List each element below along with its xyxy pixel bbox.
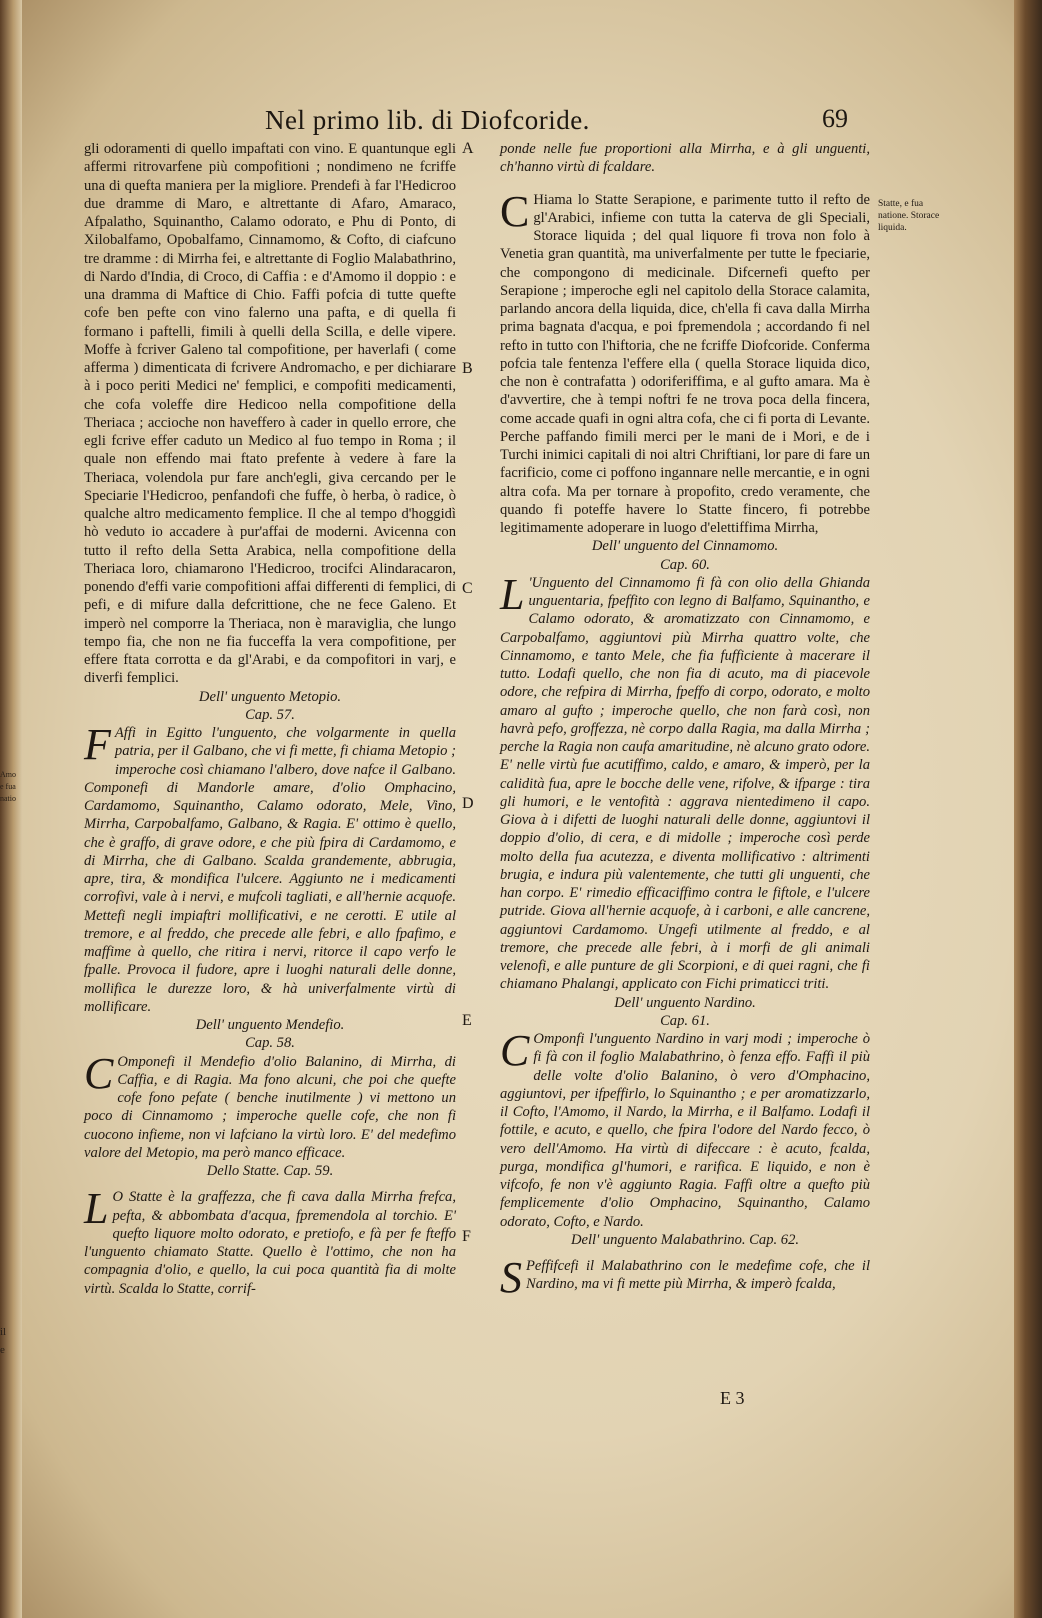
drop-cap: C [84,1048,114,1098]
left-margin-note: natio [0,794,16,803]
paragraph: S Peffifcefi il Malabathrino con le medefime cofe, che il Nardino, ma vi fi mette più Mirrha, & imperò fcalda, [500,1253,870,1302]
left-margin-note: il [0,1326,7,1338]
chapter-number: Cap. 61. [660,1012,710,1029]
paragraph: C Omponfi l'unguento Nardino in varj modi ; imperoche ò fi fà con il foglio Malabathrino, ò fenza effo. Faffi il più delle volte d'olio Balanino, ò vero d'Omphacino, aggiuntovi, per ifpeffirlo, lo Squinantho ; e per aromatizzarlo, il Cofto, l'Amomo, il Nardo, la Mirrha, e il Balfamo. Lodafi il fottile, e acuto, e quello, che fpira l'odore del Nardo fecco, ò vero dell'Amomo. Ha virtù di difeccare : è acuto, fcalda, purga, mondifica gl'humori, e rarifica. E liquido, e non è vifcofo, fe non v'è aggiunto Ragia. Faffi oltre a quefto più femplicemente d'olio Omphacino, Squinantho, Calamo odorato, Cofto, e Nardo. [500,1026,870,1230]
running-header: Nel primo lib. di Diofcoride. [265,105,590,135]
margin-letter: E [462,1012,472,1029]
left-column [84,140,456,1298]
page-number: 69 [822,104,848,133]
chapter-heading: Dell' unguento del Cinnamomo. [591,538,779,555]
chapter-heading: Dell' unguento Metopio. [198,688,342,705]
drop-cap: L [84,1184,109,1234]
side-note: Statte, e fua natione. Storace liquida. [878,199,940,233]
paragraph: ponde nelle fue proportioni alla Mirrha, e à gli unguenti, ch'hanno virtù di fcaldare. [500,141,870,176]
margin-letter: B [462,360,473,377]
page-edge [1014,0,1042,1618]
drop-cap: F [84,720,111,769]
chapter-heading: Dell' unguento Nardino. [614,994,756,1011]
left-margin-note: Amo [0,770,16,779]
left-margin-note: e [0,1344,5,1356]
chapter-heading: Dell' unguento Malabathrino. Cap. 62. [570,1231,800,1248]
drop-cap: L [500,569,525,619]
binding-gutter [0,0,22,1618]
drop-cap: C [500,186,530,236]
chapter-heading: Dello Statte. Cap. 59. [206,1163,334,1179]
margin-letter: A [462,140,474,157]
margin-letter: D [462,795,474,812]
paragraph: L O Statte è la graffezza, che fi cava dalla Mirrha frefca, pefta, & abbombata d'acqua, fpremendola al torchio. E' quefto liquore molto odorato, e pretiofo, e fà per fe fteffo l'unguento chiamato Statte. Quello è l'ottimo, che non ha compagnia d'olio, e quello, la cui poca quantità fia di molte virtù. Scalda lo Statte, corrif- [84,1184,456,1297]
drop-cap: C [500,1026,530,1075]
margin-letter: F [462,1228,471,1245]
signature-mark: E 3 [720,1388,745,1408]
paragraph: gli odoramenti di quello impaftati con vino. E quantunque egli affermi ritrovarfene più compofitioni ; nondimeno ne fcriffe una di quefta maniera per la migliore. Prendefi à far l'Hedicroo due dramme di Maro, e altrettante di Afaro, Amaraco, Afpalatho, Squinantho, Calamo odorato, e Phu di Ponto, di Xilobalfamo, Opobalfamo, Cinnamomo, & Cofto, di ciafcuno tre dramme : di Mirrha fei, e altrettante di Foglio Malabathrino, di Nardo d'India, di Croco, di Caffia : e d'Amomo il doppio : e una dramma di Maftice di Chio. Faffi pofcia di tutte quefte cofe ben pefte con vino falerno una pafta, e di quella fi formano i paftelli, fimili à quelli della Scilla, e delle vipere. Moffe à fcriver Galeno tal compofitione, per haverlafi ( come afferma ) dimenticata di fcrivere Andromacho, e per dichiarare à i poco periti Medici ne' femplici, e compofiti medicamenti, che cofa voleffe dire Hedicoo nella compofitione della Theriaca ; accioche non haveffero à cader in quello errore, che egli fcrive effer caduto un Medico al fuo tempo in Roma ; il quale non effendo mai ftato prefente à vedere à fare la Theriaca, volendola pur fare anch'egli, giva cercando per le Speciarie l'Hedicroo, penfandofi che fuffe, ò herba, ò radice, ò qualche altro medicamento femplice. Il che al tempo d'hoggidì hò veduto io accadere à pur'affai de moderni. Avicenna con tutto il refto della Setta Arabica, nella compofitione della Theriaca loro, chiamarono l'Hedicroo, trocifci Alindaracaron, ponendo d'effi varie compofitioni affai differenti di femplici, di pefi, e di mifure dalla defcrittione, che ne fece Galeno. Et imperò nel comporre la Theriaca, non è maraviglia, che lungo tempo fia, che non ne fia fucceffa la vera compofitione, per effere ftata corrotta e da gl'Arabi, e da compofitori in varj, e diverfi femplici. [84,141,456,687]
chapter-number: Cap. 60. [660,556,710,573]
paragraph: C Hiama lo Statte Serapione, e parimente tutto il refto de gl'Arabici, infieme con tutta la caterva de gli Speciali, Storace liquida ; del qual liquore fi trova non folo à Venetia gran quantità, ma univerfalmente per tutte le fpeciarie, che compongono di medicinale. Difcernefi quefto per Serapione ; imperoche egli nel capitolo della Storace calamita, parlando ancora della liquida, dice, ch'ella fi cava dalla Mirrha prima bagnata d'acqua, e poi fpremendola ; accordando fi nel refto in tutto con l'hiftoria, che ne fcriffe Diofcoride. Conferma pofcia tale fentenza l'effere ella ( quella Storace liquida dico, che non è contrafatta ) odoriferiffima, e al gufto amara. Ma è d'avvertire, che à tempi noftri fe ne trova poca della fincera, come accade quafi in ogni altra cofa, che ci fi porta di Levante. Perche paffando fimili merci per le mani de i Mori, e de i Turchi inimici capitali di noi altri Chriftiani, lor pare di fare un facrificio, come ci poffono ingannare nelle mercantie, e in ogni altra cofa. Ma per tornare à propofito, credo veramente, che quando fi poteffe havere lo Statte fincero, fi potrebbe legitimamente adoperare in luogo d'elettiffima Mirrha, [500,186,870,536]
chapter-number: Cap. 58. [245,1035,295,1052]
margin-letter: C [462,580,473,597]
chapter-heading: Dell' unguento Mendefio. [195,1017,345,1033]
paragraph: L 'Unguento del Cinnamomo fi fà con olio della Ghianda unguentaria, fpeffito con legno di Balfamo, Squinantho, e Calamo odorato, & aromatizzato con Cinnamomo, e Carpobalfamo, aggiuntovi più Mirrha quattro volte, che Cinnamomo, e tanto Mele, che fia fufficiente à macerare il tutto. Lodafi quello, che non fia di acuto, ma di piacevole odore, che refpira di Mirrha, fpeffo di corpo, odorato, e molto amaro al gufto ; imperoche quello, che non farà così, non havrà pefo, groffezza, nè corpo dalla Ragia, ma dalla Mirrha ; perche la Ragia non caufa amaritudine, nè alcuno grato odore. E' nelle virtù fue acutiffimo, caldo, e amaro, & imperò, per la calidità fua, apre le bocche delle vene, rifolve, & ifparge : tira gli humori, e le ventofità : aggrava nientedimeno il capo. Giova à i difetti de luoghi naturali delle donne, aggiuntovi il doppio d'olio, di cera, e di midolle ; imperoche così perde molto della fua acutezza, e diventa mollificativo : altrimenti brugia, e indura più valentemente, che tutti gli unguenti, che han corpo. E' rimedio efficaciffimo contra le fiftole, e l'ulcere putride. Giova all'hernie acquofe, à i carboni, e alle cancrene, aggiuntovi Cardamomo. Ungefi utilmente al freddo, e al tremore, che precede alle febri, à i morfi de gli animali velenofi, e alle punture de gli Scorpioni, e di quei ragni, che fi chiamano Phalangi, applicato con Fichi primaticci triti. [500,569,870,993]
drop-cap: S [500,1253,522,1302]
right-column [500,140,870,1302]
paragraph: C Omponefi il Mendefio d'olio Balanino, di Mirrha, di Caffia, e di Ragia. Ma fono alcuni, che poi che quefte cofe fono pefate ( benche inutilmente ) vi mettono un poco di Cinnamomo ; imperoche quelle cofe, che non fi cuocono infieme, non vi lafciano la virtù loro. E' del medefimo valore del Metopio, ma però manco efficace. [84,1048,456,1161]
left-margin-note: e fua [0,782,16,791]
chapter-number: Cap. 57. [245,706,295,723]
paragraph: F Affi in Egitto l'unguento, che volgarmente in quella patria, per il Galbano, che vi fi mette, fi chiama Metopio ; imperoche così chiamano l'albero, dove nafce il Galbano. Componefi di Mandorle amare, d'olio Omphacino, Cardamomo, Squinantho, Calamo odorato, Mele, Vino, Mirrha, Carpobalfamo, Galbano, & Ragia. E' ottimo è quello, che è graffo, di grave odore, e che più fpira di Cardamomo, e di Mirrha, che di Galbano. Scalda grandemente, abbrugia, apre, tira, & mondifica l'ulcere. Aggiunto ne i medicamenti corrofivi, vale à i nervi, e mufcoli tagliati, e all'hernie acquofe. Mettefi negli impiaftri mollificativi, e ne cerotti. E utile al tremore, e al freddo, che precede alle febri, e allo fpafimo, e maffime à quello, che ritira i nervi, ritorce il capo verfo le fpalle. Provoca il fudore, apre i luoghi naturali delle donne, mollifica le durezze loro, & hà univerfalmente virtù di mollificare. [84,720,456,1015]
